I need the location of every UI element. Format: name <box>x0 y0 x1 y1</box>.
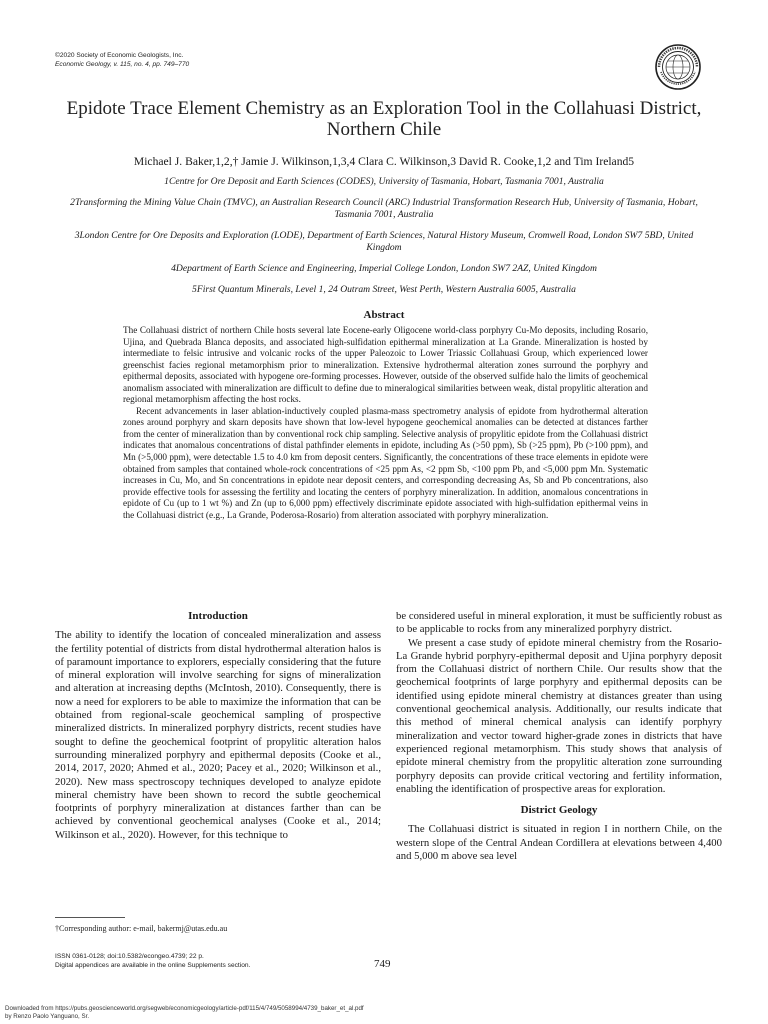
society-seal-logo <box>655 44 701 90</box>
supplements-line: Digital appendices are available in the online Supplements section. <box>55 962 251 969</box>
download-stamp <box>5 1005 364 1021</box>
publication-info <box>55 52 189 69</box>
district-geology-heading: District Geology <box>520 804 598 817</box>
affiliations <box>60 176 708 304</box>
journal-citation: Economic Geology, v. 115, no. 4, pp. 749–770 <box>55 60 190 68</box>
page-number: 749 <box>374 958 391 970</box>
footnote-divider <box>55 917 125 918</box>
seal-graphic <box>655 44 701 90</box>
author-list: Michael J. Baker,1,2,† Jamie J. Wilkinson,1,3,4 Clara C. Wilkinson,3 David R. Cooke,1,2 and Tim Ireland5 <box>133 155 635 168</box>
paper-title: Epidote Trace Element Chemistry as an Exploration Tool in the Collahuasi District, Northern Chile <box>66 98 702 140</box>
abstract-heading: Abstract <box>363 309 405 321</box>
affiliation-3: 3London Centre for Ore Deposits and Exploration (LODE), Department of Earth Sciences, Natural History Museum, Cromwell Road, London SW7 5BD, United Kingdom <box>74 229 694 254</box>
right-column <box>396 610 722 863</box>
affiliation-2: 2Transforming the Mining Value Chain (TMVC), an Australian Research Council (ARC) Industrial Transformation Research Hub, University of Tasmania, Hobart, Tasmania 7001, Australia <box>70 196 698 221</box>
abstract-paragraph-2: Recent advancements in laser ablation-inductively coupled plasma-mass spectrometry analysis of epidote from hydrothermal alteration zones around porphyry and skarn deposits have shown that low-level hypogene geochemical anomalies can be detected at distances farther from the center of mineralization than by conventional rock chip sampling. Selective analysis of propylitic epidote from the Collahuasi district indicates that anomalous concentrations of distal pathfinder elements in epidote, including As (>50 ppm), Sb (>25 ppm), Pb (>100 ppm), and Mn (>5,000 ppm), were detectable 1.5 to 4.0 km from deposit centers. Significantly, the concentrations of these trace elements in epidote were obtained from samples that contained whole-rock concentrations of <25 ppm As, <2 ppm Sb, <100 ppm Pb, and <5,000 ppm Mn. Systematic increases in Cu, Mo, and Sn concentrations in epidote near deposit centers, and corresponding decreasing As, Sb and Pb concentrations, also provide effective tools for assessing the fertility and locating the centers of porphyry mineralization. In addition, anomalous concentrations in epidote of Cu (up to 1 wt %) and Zn (up to 6,000 ppm) effectively discriminate epidote associated with high-sulfidation epithermal veins in the Collahuasi district (e.g., La Grande, Poderosa-Rosario) from alteration associated with porphyry mineralization. <box>123 405 648 520</box>
issn-info <box>55 952 250 970</box>
corresponding-author-footnote: †Corresponding author: e-mail, bakermj@utas.edu.au <box>55 924 228 933</box>
copyright-line: ©2020 Society of Economic Geologists, Inc. <box>55 52 184 59</box>
introduction-paragraph-2: We present a case study of epidote mineral chemistry from the Rosario-La Grande hybrid porphyry-epithermal deposit and Ujina porphyry deposit from the Collahuasi district of northern Chile. Our results show that the geochemical footprints of large porphyry and epithermal deposits can be identified using epidote mineral chemistry at distances greater than using conventional geochemical analysis. Additionally, our results indicate that this method of mineral chemical analysis can identify porphyry mineralization and vector toward higher-grade zones in districts that have experienced regional metamorphism. This study shows that analysis of epidote mineral chemistry from the propylitic alteration zone surrounding porphyry deposits can provide critical vectoring and fertility information, enabling the identification of prospective areas for exploration. <box>396 636 722 795</box>
affiliation-4: 4Department of Earth Science and Engineering, Imperial College London, London SW7 2AZ, United Kingdom <box>171 262 597 274</box>
affiliation-5: 5First Quantum Minerals, Level 1, 24 Outram Street, West Perth, Western Australia 6005, Australia <box>192 283 576 295</box>
introduction-heading: Introduction <box>188 610 248 622</box>
download-url[interactable]: Downloaded from https://pubs.geoscienceworld.org/segweb/economicgeology/article-pdf/115/4/749/5058994/4739_baker_et_al.pdf <box>5 1005 364 1012</box>
abstract-body <box>123 325 648 521</box>
district-geology-paragraph: The Collahuasi district is situated in region I in northern Chile, on the western slope of the Central Andean Cordillera at elevations between 4,400 and 5,000 m above sea level <box>396 823 722 863</box>
abstract-paragraph-1: The Collahuasi district of northern Chile hosts several late Eocene-early Oligocene world-class porphyry Cu-Mo deposits, including Rosario, Ujina, and Quebrada Blanca deposits, and associated high-sulfidation epithermal mineralization at La Grande. Mineralization is hosted by intermediate to felsic intrusive and volcanic rocks of the upper Paleozoic to Lower Triassic Collahuasi Group, which experienced lower greenschist facies regional metamorphism prior to mineralization. Extensive hydrothermal alteration zones surround the porphyry and epithermal deposits, associated with hypogene ore-forming processes. However, outside of the observed sulfide halo the limits of geochemical anomalism associated with mineralization are difficult to define due to mineralogical similarities between weak, distal propylitic alteration and regional metamorphism affecting the host rocks. <box>123 325 648 405</box>
introduction-paragraph: The ability to identify the location of concealed mineralization and assess the fertility potential of districts from distal hydrothermal alteration halos is of paramount importance to explorers, especially considering that the future of mineral exploration will involve searching for signs of mineralization and alteration at increasing depths (McIntosh, 2010). Consequently, there is now a need for explorers to be able to maximize the information that can be obtained from regional-scale geochemical sampling of prospective mineralized districts. In mineralized porphyry districts, recent studies have sought to define the geochemical footprint of propylitic alteration halos surrounding mineralized porphyry and epithermal deposits (Cooke et al., 2014, 2017, 2020; Ahmed et al., 2020; Pacey et al., 2020; Wilkinson et al., 2020). New mass spectroscopy techniques developed to analyze epidote mineral chemistry have been shown to record the subtle geochemical footprints of porphyry mineralization at distances farther than can be achieved by conventional geochemical analyses (Cooke et al., 2014; Wilkinson et al., 2020). However, for this technique to <box>55 629 381 841</box>
introduction-continuation: be considered useful in mineral exploration, it must be sufficiently robust as to be applicable to rocks from any mineralized porphyry district. <box>396 610 722 636</box>
issn-line: ISSN 0361-0128; doi:10.5382/econgeo.4739; 22 p. <box>55 953 204 960</box>
left-column <box>55 610 381 842</box>
affiliation-1: 1Centre for Ore Deposit and Earth Sciences (CODES), University of Tasmania, Hobart, Tasmania 7001, Australia <box>164 176 604 187</box>
download-user: by Renzo Paolo Yanguano, Sr. <box>5 1013 90 1020</box>
